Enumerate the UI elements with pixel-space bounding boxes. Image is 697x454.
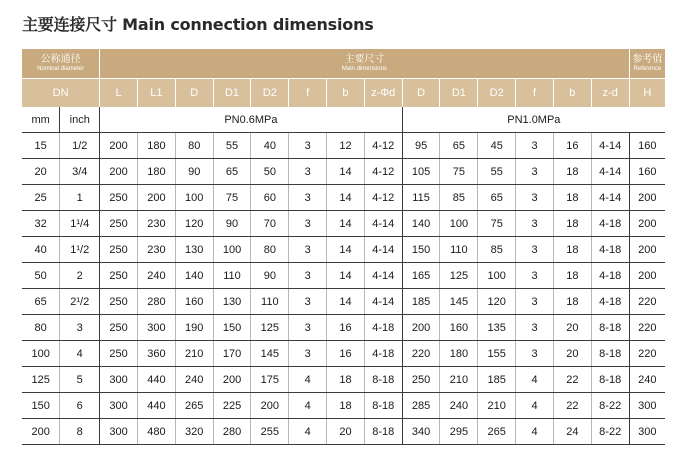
main-dimensions-header (100, 49, 629, 79)
table-cell: 14 (327, 289, 365, 315)
table-cell: 18 (553, 211, 591, 237)
table-cell: 22 (553, 393, 591, 419)
table-cell: 165 (402, 263, 440, 289)
table-cell: 4 (289, 393, 327, 419)
nominal-diameter-header (22, 49, 100, 79)
table-cell: 135 (478, 315, 516, 341)
pn10-label: PN1.0MPa (402, 107, 665, 133)
table-cell: 440 (137, 393, 175, 419)
table-cell: 25 (22, 185, 60, 211)
table-cell: 200 (137, 185, 175, 211)
table-cell: 200 (100, 133, 138, 159)
table-cell: 3 (289, 341, 327, 367)
table-cell: 140 (175, 263, 213, 289)
table-cell: 175 (251, 367, 289, 393)
table-cell: 8-18 (591, 367, 629, 393)
table-cell: 3 (289, 159, 327, 185)
table-cell: 90 (175, 159, 213, 185)
table-cell: 4-18 (364, 315, 402, 341)
table-cell: 180 (440, 341, 478, 367)
col-header-pn06: D (175, 79, 213, 108)
table-cell: 300 (629, 393, 665, 419)
table-cell: 20 (22, 159, 60, 185)
reference-cn: 参考值 (632, 54, 663, 65)
table-cell: 105 (402, 159, 440, 185)
page-title: 主要连接尺寸 Main connection dimensions (22, 15, 374, 34)
table-cell: 210 (440, 367, 478, 393)
table-cell: 3 (516, 185, 554, 211)
table-cell: 200 (402, 315, 440, 341)
table-cell: 3 (289, 315, 327, 341)
table-cell: 4 (60, 341, 100, 367)
table-cell: 200 (213, 367, 251, 393)
table-cell: 18 (327, 367, 365, 393)
table-cell: 125 (22, 367, 60, 393)
table-cell: 15 (22, 133, 60, 159)
table-cell: 160 (175, 289, 213, 315)
table-cell: 4-18 (591, 211, 629, 237)
col-header-pn06: D1 (213, 79, 251, 108)
table-cell: 145 (251, 341, 289, 367)
table-cell: 4-18 (591, 237, 629, 263)
table-cell: 340 (402, 419, 440, 445)
table-cell: 200 (629, 263, 665, 289)
table-cell: 300 (137, 315, 175, 341)
table-cell: 185 (478, 367, 516, 393)
table-cell: 8-18 (364, 419, 402, 445)
table-cell: 295 (440, 419, 478, 445)
table-cell: 2 (60, 263, 100, 289)
table-cell: 250 (100, 237, 138, 263)
table-cell: 265 (175, 393, 213, 419)
table-cell: 150 (402, 237, 440, 263)
table-cell: 3 (289, 263, 327, 289)
table-cell: 14 (327, 159, 365, 185)
table-cell: 85 (478, 237, 516, 263)
table-cell: 65 (478, 185, 516, 211)
table-cell: 22 (553, 367, 591, 393)
table-cell: 1/2 (60, 133, 100, 159)
table-row (22, 289, 665, 315)
table-cell: 85 (440, 185, 478, 211)
table-cell: 130 (175, 237, 213, 263)
table-cell: 180 (137, 159, 175, 185)
table-cell: 14 (327, 185, 365, 211)
table-cell: 440 (137, 367, 175, 393)
table-cell: 220 (629, 315, 665, 341)
dn-header: DN (22, 79, 100, 108)
table-cell: 18 (553, 159, 591, 185)
table-cell: 4-14 (364, 211, 402, 237)
table-cell: 50 (251, 159, 289, 185)
reference-en: Reference (633, 66, 662, 72)
table-row (22, 341, 665, 367)
col-header-pn06: L1 (137, 79, 175, 108)
table-cell: 8-18 (364, 367, 402, 393)
table-cell: 145 (440, 289, 478, 315)
table-cell: 110 (213, 263, 251, 289)
table-cell: 120 (478, 289, 516, 315)
table-cell: 250 (100, 315, 138, 341)
table-cell: 4 (289, 419, 327, 445)
table-row (22, 133, 665, 159)
table-cell: 200 (22, 419, 60, 445)
table-cell: 150 (213, 315, 251, 341)
table-cell: 4-12 (364, 133, 402, 159)
table-cell: 4-18 (364, 341, 402, 367)
table-cell: 55 (213, 133, 251, 159)
table-cell: 75 (440, 159, 478, 185)
table-cell: 65 (213, 159, 251, 185)
table-cell: 4 (289, 367, 327, 393)
col-header-pn06: z-Φd (364, 79, 402, 108)
table-cell: 180 (137, 133, 175, 159)
table-cell: 18 (553, 237, 591, 263)
table-cell: 65 (440, 133, 478, 159)
table-cell: 100 (440, 211, 478, 237)
table-cell: 12 (327, 133, 365, 159)
col-header-pn10: D (402, 79, 440, 108)
table-cell: 100 (175, 185, 213, 211)
col-header-pn06: b (327, 79, 365, 108)
table-cell: 200 (629, 211, 665, 237)
table-cell: 100 (213, 237, 251, 263)
table-cell: 8-18 (591, 341, 629, 367)
table-cell: 120 (175, 211, 213, 237)
table-cell: 4 (516, 393, 554, 419)
table-cell: 14 (327, 263, 365, 289)
table-cell: 190 (175, 315, 213, 341)
table-cell: 125 (440, 263, 478, 289)
table-cell: 160 (629, 133, 665, 159)
table-cell: 250 (100, 263, 138, 289)
table-cell: 75 (213, 185, 251, 211)
table-row (22, 367, 665, 393)
table-cell: 32 (22, 211, 60, 237)
table-cell: 40 (22, 237, 60, 263)
table-cell: 3 (516, 341, 554, 367)
table-cell: 80 (251, 237, 289, 263)
table-cell: 16 (327, 315, 365, 341)
table-cell: 110 (440, 237, 478, 263)
table-cell: 480 (137, 419, 175, 445)
col-header-pn06: D2 (251, 79, 289, 108)
table-cell: 16 (327, 341, 365, 367)
table-cell: 3 (289, 289, 327, 315)
table-cell: 280 (213, 419, 251, 445)
table-cell: 1¹/2 (60, 237, 100, 263)
table-cell: 4-14 (591, 133, 629, 159)
table-cell: 45 (478, 133, 516, 159)
table-cell: 3 (516, 133, 554, 159)
table-cell: 240 (440, 393, 478, 419)
table-cell: 55 (478, 159, 516, 185)
table-cell: 8-18 (364, 393, 402, 419)
table-cell: 60 (251, 185, 289, 211)
col-header-pn10: b (553, 79, 591, 108)
table-cell: 170 (213, 341, 251, 367)
table-cell: 4-14 (364, 289, 402, 315)
table-cell: 8-18 (591, 315, 629, 341)
table-cell: 230 (137, 237, 175, 263)
table-cell: 20 (553, 315, 591, 341)
main-dimensions-en: Main dimensions (341, 66, 387, 72)
table-cell: 4-14 (591, 159, 629, 185)
table-cell: 18 (553, 185, 591, 211)
table-cell: 110 (251, 289, 289, 315)
table-cell: 100 (22, 341, 60, 367)
table-cell: 4-18 (591, 263, 629, 289)
table-cell: 200 (629, 185, 665, 211)
table-cell: 115 (402, 185, 440, 211)
table-cell: 265 (478, 419, 516, 445)
table-cell: 160 (440, 315, 478, 341)
table-cell: 210 (175, 341, 213, 367)
col-header-pn10: z-d (591, 79, 629, 108)
table-cell: 90 (213, 211, 251, 237)
table-cell: 320 (175, 419, 213, 445)
pressure-row (22, 107, 665, 133)
table-cell: 4 (516, 419, 554, 445)
table-cell: 3 (516, 211, 554, 237)
dimensions-table (22, 49, 665, 445)
table-cell: 185 (402, 289, 440, 315)
table-row (22, 185, 665, 211)
table-cell: 8-22 (591, 393, 629, 419)
unit-inch: inch (60, 107, 100, 133)
table-cell: 3 (289, 211, 327, 237)
table-cell: 250 (100, 211, 138, 237)
table-cell: 4 (516, 367, 554, 393)
table-cell: 8-22 (591, 419, 629, 445)
table-row (22, 263, 665, 289)
table-cell: 155 (478, 341, 516, 367)
table-cell: 4-12 (364, 159, 402, 185)
table-cell: 3/4 (60, 159, 100, 185)
table-row (22, 393, 665, 419)
col-header-pn10: D2 (478, 79, 516, 108)
table-cell: 220 (629, 341, 665, 367)
table-cell: 220 (629, 289, 665, 315)
main-dimensions-cn: 主要尺寸 (344, 54, 385, 65)
table-cell: 210 (478, 393, 516, 419)
table-cell: 20 (553, 341, 591, 367)
table-row (22, 315, 665, 341)
table-cell: 5 (60, 367, 100, 393)
table-cell: 14 (327, 237, 365, 263)
table-row (22, 237, 665, 263)
table-cell: 3 (289, 133, 327, 159)
col-header-pn10: D1 (440, 79, 478, 108)
table-cell: 240 (137, 263, 175, 289)
reference-header (629, 49, 665, 79)
table-cell: 24 (553, 419, 591, 445)
table-cell: 3 (516, 289, 554, 315)
table-cell: 18 (327, 393, 365, 419)
table-cell: 80 (175, 133, 213, 159)
table-cell: 130 (213, 289, 251, 315)
table-cell: 285 (402, 393, 440, 419)
table-cell: 3 (289, 237, 327, 263)
table-cell: 18 (553, 263, 591, 289)
table-cell: 255 (251, 419, 289, 445)
table-cell: 300 (629, 419, 665, 445)
nominal-diameter-cn: 公称通径 (40, 54, 81, 65)
table-cell: 3 (516, 159, 554, 185)
table-cell: 80 (22, 315, 60, 341)
unit-mm: mm (22, 107, 60, 133)
table-cell: 200 (100, 159, 138, 185)
table-cell: 4-14 (591, 185, 629, 211)
table-cell: 90 (251, 263, 289, 289)
table-cell: 250 (100, 289, 138, 315)
pn06-label: PN0.6MPa (100, 107, 403, 133)
table-row (22, 159, 665, 185)
table-cell: 160 (629, 159, 665, 185)
table-cell: 4-14 (364, 237, 402, 263)
table-cell: 1 (60, 185, 100, 211)
table-cell: 150 (22, 393, 60, 419)
table-cell: 6 (60, 393, 100, 419)
table-cell: 3 (289, 185, 327, 211)
table-row (22, 211, 665, 237)
table-cell: 250 (100, 185, 138, 211)
nominal-diameter-en: Nominal diameter (37, 66, 85, 72)
col-header-pn10: f (516, 79, 554, 108)
column-header-row (22, 79, 665, 108)
table-cell: 220 (402, 341, 440, 367)
table-cell: 240 (629, 367, 665, 393)
table-cell: 360 (137, 341, 175, 367)
table-cell: 3 (60, 315, 100, 341)
table-cell: 65 (22, 289, 60, 315)
header-group-row (22, 49, 665, 79)
table-cell: 200 (251, 393, 289, 419)
table-cell: 20 (327, 419, 365, 445)
table-row (22, 419, 665, 445)
table-cell: 200 (629, 237, 665, 263)
table-cell: 8 (60, 419, 100, 445)
table-cell: 14 (327, 211, 365, 237)
table-cell: 16 (553, 133, 591, 159)
table-cell: 50 (22, 263, 60, 289)
table-cell: 300 (100, 393, 138, 419)
table-cell: 250 (402, 367, 440, 393)
table-cell: 3 (516, 263, 554, 289)
col-header-h: H (629, 79, 665, 108)
col-header-pn06: f (289, 79, 327, 108)
table-cell: 2¹/2 (60, 289, 100, 315)
table-cell: 225 (213, 393, 251, 419)
table-cell: 4-12 (364, 185, 402, 211)
table-cell: 250 (100, 341, 138, 367)
table-cell: 125 (251, 315, 289, 341)
table-cell: 280 (137, 289, 175, 315)
table-cell: 100 (478, 263, 516, 289)
table-cell: 3 (516, 315, 554, 341)
table-cell: 40 (251, 133, 289, 159)
table-cell: 230 (137, 211, 175, 237)
table-cell: 4-14 (364, 263, 402, 289)
table-cell: 240 (175, 367, 213, 393)
table-cell: 18 (553, 289, 591, 315)
table-cell: 300 (100, 419, 138, 445)
table-cell: 1¹/4 (60, 211, 100, 237)
table-cell: 70 (251, 211, 289, 237)
col-header-pn06: L (100, 79, 138, 108)
table-cell: 140 (402, 211, 440, 237)
table-cell: 3 (516, 237, 554, 263)
table-cell: 300 (100, 367, 138, 393)
table-cell: 95 (402, 133, 440, 159)
table-cell: 4-18 (591, 289, 629, 315)
table-cell: 75 (478, 211, 516, 237)
